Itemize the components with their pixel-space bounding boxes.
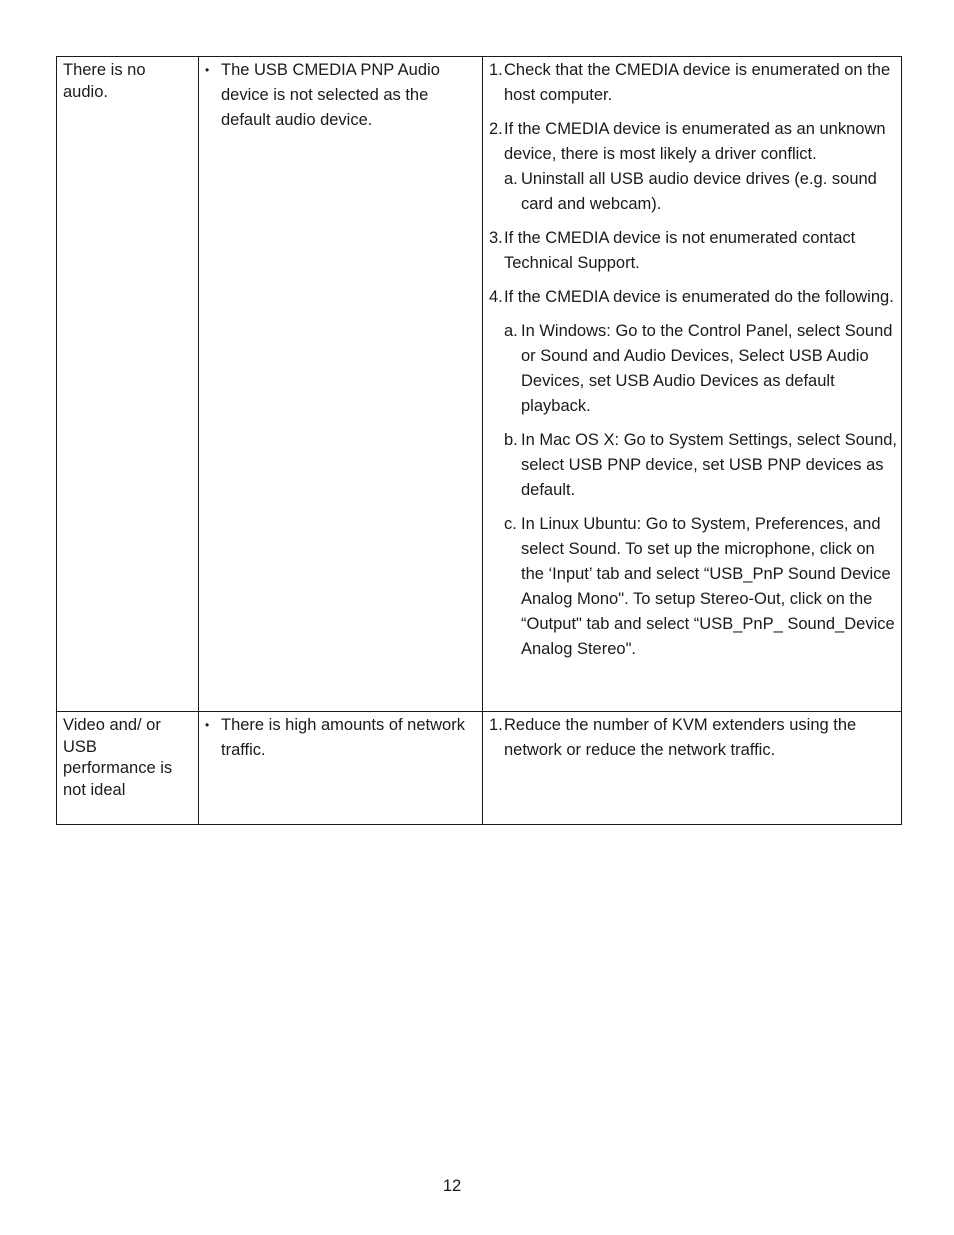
sub-step-text: Uninstall all USB audio device drives (e.g. sound card and webcam). (521, 170, 877, 213)
table-row (57, 712, 902, 825)
bullet-icon: • (205, 63, 210, 77)
step-number: 1. (489, 716, 503, 734)
problem-text: Video and/ or USB performance is not ideal (63, 716, 173, 799)
sub-step-text: In Mac OS X: Go to System Settings, select Sound, select USB PNP device, set USB PNP devices as default. (521, 431, 898, 499)
solution-step (489, 226, 897, 276)
step-text: Reduce the number of KVM extenders using the network or reduce the network traffic. (504, 716, 857, 759)
step-text: Check that the CMEDIA device is enumerated on the host computer. (504, 61, 891, 104)
bullet-icon: • (205, 718, 210, 732)
sub-step-letter: b. (504, 431, 518, 449)
step-text: If the CMEDIA device is not enumerated contact Technical Support. (504, 229, 856, 272)
solution-step (489, 117, 897, 217)
table-row (57, 57, 902, 712)
sub-step-letter: a. (504, 170, 518, 188)
solution-step (489, 58, 897, 108)
step-number: 3. (489, 229, 503, 247)
solution-cell (483, 57, 902, 712)
sub-step-text: In Linux Ubuntu: Go to System, Preferences, and select Sound. To set up the microphone, click on the ‘Input’ tab and select “USB_PnP Sound Device Analog Mono". To setup Stereo-Out, click on the “Output" tab and select “USB_PnP_ Sound_Device Analog Stereo". (521, 515, 895, 658)
cause-item (205, 58, 474, 133)
sub-step (504, 512, 897, 662)
problem-text: There is no audio. (63, 61, 146, 101)
sub-step (504, 167, 897, 217)
sub-step (504, 319, 897, 419)
page-number: 12 (442, 1177, 462, 1195)
cause-item (205, 713, 474, 763)
step-number: 1. (489, 61, 503, 79)
sub-step (504, 428, 897, 503)
sub-step-text: In Windows: Go to the Control Panel, select Sound or Sound and Audio Devices, Select USB Audio Devices, set USB Audio Devices as default playback. (521, 322, 893, 415)
cause-text: The USB CMEDIA PNP Audio device is not selected as the default audio device. (221, 61, 440, 129)
solution-step (489, 713, 897, 763)
cause-cell (199, 712, 483, 825)
step-number: 2. (489, 120, 503, 138)
step-number: 4. (489, 288, 503, 306)
solution-step (489, 285, 897, 310)
sub-step-letter: a. (504, 322, 518, 340)
cause-cell (199, 57, 483, 712)
problem-cell (57, 57, 199, 712)
step-text: If the CMEDIA device is enumerated do the following. (504, 288, 894, 306)
sub-step-letter: c. (504, 515, 517, 533)
solution-cell (483, 712, 902, 825)
step-text: If the CMEDIA device is enumerated as an unknown device, there is most likely a driver conflict. (504, 120, 886, 163)
cause-text: There is high amounts of network traffic. (221, 716, 465, 759)
troubleshooting-table (56, 56, 902, 825)
problem-cell (57, 712, 199, 825)
